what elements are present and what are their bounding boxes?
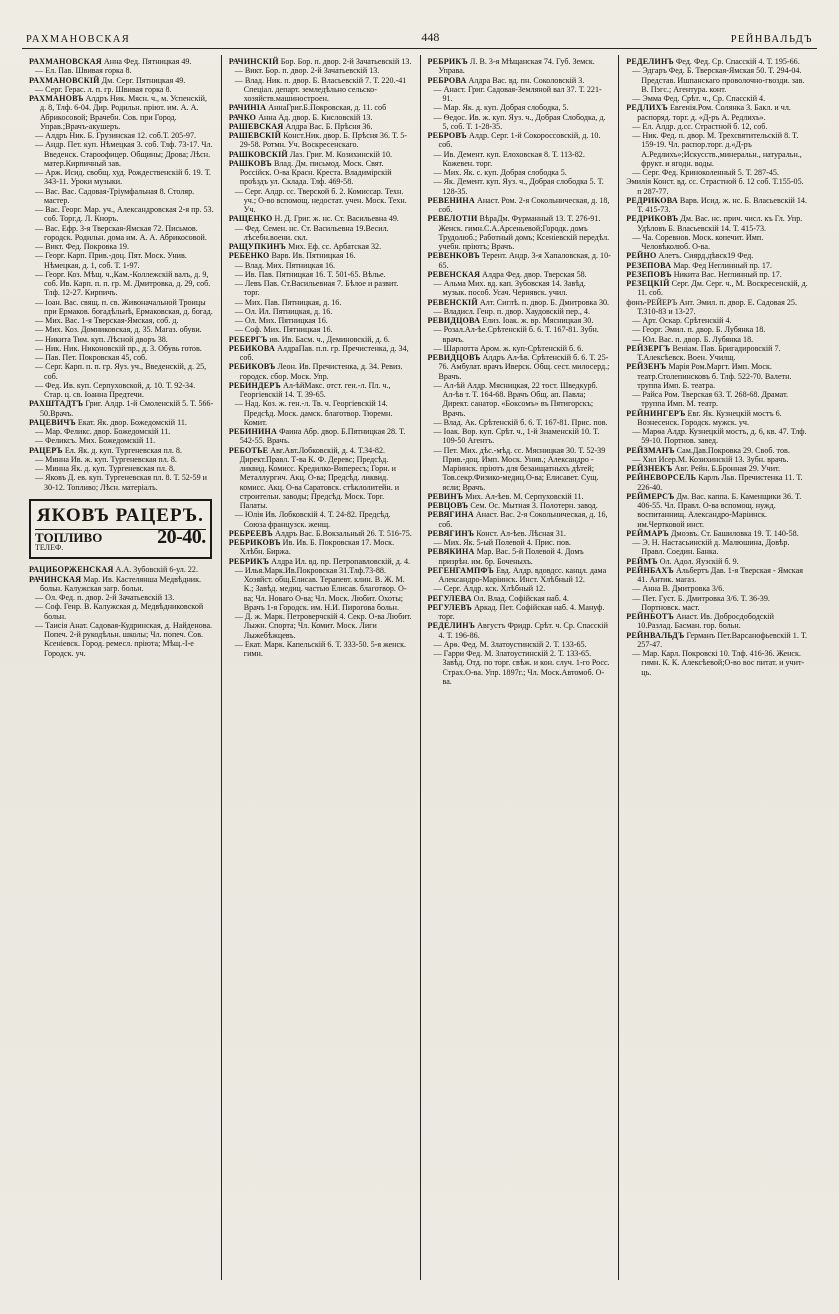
directory-entry: РЕЙЗЕРГЪ Веніам. Пав. Бригадировскій 7. Т.Алексѣевск. Воен. Училщ. (626, 343, 781, 362)
directory-entry: РЕБЕРГЪ ив. Ив. Басм. ч., Деминовскій, д. 6. (228, 334, 390, 344)
entry-surname: РЕБРИКОВЪ (228, 538, 281, 547)
directory-entry: РЕБЕНКО Варв. Ив. Пятницкая 16. (228, 251, 356, 261)
directory-entry: РАЩУПКИНЪ Мих. Еф. сс. Арбатская 32. (228, 242, 382, 251)
entry-surname: РЕЙМЕРСЪ (626, 491, 675, 501)
directory-entry: РЕБРОВЪ Алдр. Серг. 1-й Сокороссовскій, д. 10. соб. (427, 131, 601, 150)
directory-entry: РЕВЯГИНА Анаст. Вас. 2-я Сокольническая, д. 16, соб. (427, 510, 608, 529)
directory-entry: РАХМАНОВЪ Алдръ Ник. Мясн. ч., м. Успенскій, д. 8, Тлф. 6-04. Дир. Родильн. пріют. им. А. А. Абрикосовой; Врачебн. Сов. при Город. Управ.;Врачъ-акушеръ. (29, 94, 208, 131)
directory-entry: РЕЙНИНГЕРЪ Евг. Як. Кузнецкій мостъ 6. Вознесенск. Городск. мужск. уч. (626, 408, 782, 427)
directory-subentry: — Владисл. Генр. п. двор. Хаудовскій пер., 4. (428, 307, 612, 316)
entry-surname: РЕВИНЪ (427, 491, 464, 501)
directory-subentry: — Эмма Фед. Срѣт. ч., Ср. Спасскій 4. (626, 94, 810, 103)
entry-surname: РЕЙМАРЪ (626, 528, 669, 538)
entry-surname: РАХМАНОВСКІЙ (29, 75, 100, 85)
directory-subentry: — Э. Н. Настасьинскій д. Малюшина, Довѣр. Правл. Соедин. Банка. (626, 538, 810, 557)
ad-product-label: ТОПЛИВО (35, 529, 103, 545)
entry-surname: РЕВЦОВЪ (427, 501, 469, 510)
column-2 (221, 55, 420, 1280)
entry-surname: РЕЙНВАЛЬДЪ (626, 630, 685, 640)
entry-surname: РЕЙЗМАНЪ (626, 445, 675, 455)
directory-entry: РЕГЕНГАМПФЪ Евд. Алдр. вдовдсс. канцл. дама Александро-Маріинск. Инст. Хлѣбный 12. (427, 565, 607, 584)
entry-surname: РАЩУПКИНЪ (228, 242, 287, 251)
directory-subentry: — Георг. Эмил. п. двор. Б. Лубянка 18. (626, 325, 810, 334)
directory-subentry: — Левъ Пав. Ст.Васильевная 7. Бѣлое и развит. торг. (229, 279, 413, 298)
directory-subentry: — Ив. Пав. Пятницкая 16. Т. 501-65. Вѣлье. (229, 270, 413, 279)
directory-entry: РЕБРОВА Алдра Вас. вд. пн. Соколовскій 3. (427, 75, 585, 85)
entry-surname: РАЦЕВИЧЪ (29, 417, 76, 427)
directory-entry: РЕЙНБАХЪ Альбертъ Дав. 1-я Тверская - Ямская 41. Антик. магаз. (626, 565, 803, 584)
directory-entry: РАЧИНСКІЙ Бор. Бор. п. двор. 2-й Зачатьевскій 13. (228, 57, 412, 66)
directory-subentry: — Іоан. Вас. свящ. п. св. Живоначальной Троицы при Ермаков. богадѣльнѣ, Ермаковская, д. богад. (29, 298, 214, 317)
directory-subentry: — Марѳа Алдр. Кузнецкій мостъ, д. 6, кв. 47. Тлф. 59-10. Портнов. завед. (626, 427, 810, 446)
directory-entry: РАШКОВЪ Влад. Дм. письмод. Моск. Свят. Россійск. О-ва Красн. Креста. Владимірскій проѣздъ ул. Склада. Тлф. 469-58. (228, 158, 392, 187)
directory-entry: РЕЙНБОТЪ Анаст. Ив. Добросдободскій 10.Разлад. Басман. гор. больн. (626, 612, 774, 631)
directory-entry: РЕЙЗЕНЪ Марія Ром.Маргт. Имп. Моск. театр.Столепинсковъ б. Тлф. 522-70. Валетн. труппа Имп. Б. театра. (626, 362, 792, 390)
directory-subentry: — Эдгаръ Фед. Б. Тверская-Ямская 50. Т. 294-04. Представ. Ишпанскаго проволочно-гвозди. зав. В. Пэгс.; Агентура. конт. (626, 66, 810, 94)
directory-subentry: — Ник. Ник. Никоновскій пр., д. 3. Обувь готов. (29, 344, 214, 353)
directory-subentry: — Мар. Карл. Покровскі 10. Тлф. 416-36. Женск. гимн. К. К. Алексѣевой;О-во вос питат. и учит-ць. (626, 649, 810, 677)
directory-entry: РЕЙНВАЛЬДЪ Германъ Пет.Варсанофьевскій 1. Т. 257-47. (626, 630, 808, 649)
directory-entry: РЕВЕНКОВЪ Терент. Андр. 3-я Хапаловская, д. 10-65. (427, 251, 611, 270)
directory-subentry: — Влад. Ак. Срѣтенскій б. 6. Т. 167-81. Прис. пов. (428, 418, 612, 427)
directory-subentry: — Ѳедос. Ив. ж. куп. Яуз. ч., Добрая Слободка, д. 5, соб. Т. 1-28-35. (428, 113, 612, 132)
directory-subentry: — Таисія Анат. Садовая-Кудринская, д. Найденова. Попеч. 2-й рукодѣльн. школы; Чл. попеч. Сов. Ксеніевск. Город. ремесл. пріюта; Мѣщ.-I-е Городск. уч. (29, 621, 214, 658)
directory-entry: РАХМАНОВСКІЙ Дм. Серг. Пятницкая 49. (29, 75, 186, 85)
directory-entry: РЕБРИКЪ Алдра Ил. вд. пр. Петропавловскій, д. 4. (228, 556, 411, 566)
directory-entry: РЕГУЛЕВА Ол. Влад. Софійская наб. 4. (427, 593, 569, 603)
directory-subentry: — Пав. Пет. Покровская 45, соб. (29, 353, 214, 362)
directory-entry: РЕВЦОВЪ Сем. Ос. Мытная 3. Полотерн. завод. (427, 501, 598, 510)
directory-entry: РЕВЕЛОТІИ ВѣраДм. Фурманный 13. Т. 276-91. Женск. гимн.С.А.Арсеньевой;Городк. домъ Трудолюб.; Работный домъ; Ксеніевскій передѣл. учебн. пріютъ; Врачъ. (427, 214, 610, 251)
directory-subentry: — Д. ж. Марк. Петроверчскій 4. Секр. О-ва Любит. Лыжн. Спорта; Чл. Комит. Моск. Лиги Лыжебѣжцевъ. (229, 612, 413, 640)
directory-entry: РЕВЕНИНА Анаст. Ром. 2-я Сокольническая, д. 18, соб. (427, 195, 610, 214)
directory-subentry: — Ча. Соревнов. Моск. копечит. Имп. Человѣколюб. О-ва. (626, 233, 810, 252)
page-number: 448 (421, 30, 440, 44)
directory-subentry: — Серг. Фед. Криноколенный 5. Т. 287-45. (626, 168, 810, 177)
directory-entry: РЕБОТЬЕ Авг.Авт.Лобковскій, д. 4. Т.34-82. Директ.Правл. Т-ва К. Ф. Деревс; Предсѣд. ликвид. Комисс. Кредилко-Випересъ; Горн. и Металлургич. Акц. О-ва; Предсѣд. ликвид. комисс. Акц. О-ва Саратовск. стѣклолитейн. и строительн. заводы; Предсѣд. Моск. Торг. Палаты. (228, 445, 400, 510)
directory-entry: РЕВИДЦОВЪ Алдръ Ал-ѣв. Срѣтенскій б. 6. Т. 25-76. Амбулат. врачъ Иверск. Общ. сест. милосерд.; Врачъ. (427, 353, 610, 381)
entry-surname: РЕДЕЛИНЪ (626, 57, 674, 66)
ad-phone-number: 20-40. (157, 525, 206, 548)
directory-entry: РАЦЕРЪ Ел. Як. д. куп. Тургеневская пл. 8. (29, 445, 183, 455)
directory-subentry: — Яковъ Д. ев. куп. Тургеневская пл. 8. Т. 52-59 и 30-12. Топливо; Лѣсн. матеріалъ. (29, 473, 214, 492)
directory-entry: РАШЕВСКАЯ Алдра Вас. Б. Прѣсня 36. (228, 121, 373, 131)
entry-surname: РЕБИНИНА (228, 427, 278, 436)
directory-subentry: — Вас. Ефр. 3-я Тверская-Ямская 72. Письмов. городск. Родильн. дома им. А. А. Абрикосовой. (29, 224, 214, 243)
entry-surname: РЕГУЛЕВА (427, 593, 472, 603)
directory-subentry: — Ел. Алдр. д.сс. Страстной б. 12, соб. (626, 122, 810, 131)
directory-subentry: — Райса Ром. Тверская 63. Т. 268-68. Драмат. труппа Имп. М. театр. (626, 390, 810, 409)
entry-surname: РЕБИНДЕРЪ (228, 380, 281, 390)
directory-subentry: — Викт. Бор. п. двор. 2-й Зачатьевскій 13. (229, 66, 413, 75)
directory-entry: РАЧИНІА АннаГриг.Б.Покровская, д. 11. соб (228, 103, 387, 113)
entry-surname: РЕВИДЦОВЪ (427, 353, 481, 362)
entry-surname: РАШКОВЪ (228, 158, 272, 168)
directory-entry: РЕБИНИНА Фаина Абр. двор. Б.Пятницкая 28. Т. 542-55. Врачъ. (228, 427, 406, 446)
entry-surname: РЕБРИКЪ (427, 57, 468, 66)
directory-entry: РАЧКО Анна Ад. двор. Б. Кисловскій 13. (228, 112, 373, 122)
directory-entry: РЕЗЕЦКІЙ Серг. Дм. Серг. ч., М. Воскресенскій, д. 11. соб. (626, 279, 808, 298)
directory-subentry: — Серг. Алдр. кск. Хлѣбный 12. (428, 584, 612, 593)
entry-surname: РЕЙМЪ (626, 556, 658, 566)
advertisement-racer (29, 499, 212, 560)
directory-subentry: — Розал.Ал-ѣе.Срѣтенскій б. 6. Т. 167-81. Зубн. врачъ. (428, 325, 612, 344)
entry-surname: РЕБЕНКО (228, 251, 270, 261)
directory-entry: РЕГУЛЕВЪ Аркад. Пет. Софійская наб. 4. Мануф. торг. (427, 602, 605, 621)
directory-subentry: — Ел. Пав. Швивая горка 8. (29, 66, 214, 75)
directory-subentry: — Мих. Пав. Пятницкая, д. 16. (229, 298, 413, 307)
entry-surname: РЕЗЕПОВЪ (626, 269, 672, 279)
directory-entry: РЕДРИКОВЪ Дм. Вас. нс. прич. числ. къ Гл. Упр. Удѣловъ Б. Власьевскій 14. Т. 415-73. (626, 214, 803, 233)
entry-surname: РЕБОТЬЕ (228, 445, 269, 455)
directory-entry: РАШЕВСКІЙ Конст.Ник. двор. Б. Прѣсня 36. Т. 5-29-58. Ротмн. Уч. Воскресенскаго. (228, 131, 407, 150)
column-1 (22, 55, 221, 1280)
column-container (22, 55, 817, 1280)
header-left-word: РАХМАНОВСКАЯ (26, 34, 131, 45)
entry-surname: РАШЕВСКАЯ (228, 121, 284, 131)
entry-surname: РЕЙНО (626, 251, 657, 261)
directory-entry: РАЦЕВИЧЪ Екат. Як. двор. Божедомскій 11. (29, 417, 187, 427)
entry-surname: РЕДРИКОВА (626, 195, 678, 205)
directory-subentry: — Ив. Демент. куп. Елоховская 8. Т. 113-82. Кожевен. торг. (428, 150, 612, 169)
entry-surname: РЕБРОВА (427, 75, 467, 85)
directory-entry: РАШКОВСКІЙ Лаз. Григ. М. Козихинскій 10. (228, 149, 393, 159)
directory-entry: РЕБРЕЕВЪ Алдръ Вас. Б.Вокзальный 26. Т. 516-75. (228, 528, 412, 538)
directory-entry: РЕВЕНСКІЙ Алт. Сиглѣ. п. двор. Б. Дмитровка 30. (427, 297, 610, 307)
directory-subentry: — Минна Ив. ж. куп. Тургеневская пл. 8. (29, 455, 214, 464)
directory-subentry: — Феликсъ. Мих. Божедомскій 11. (29, 436, 214, 445)
directory-entry: РАЧИНСКАЯ Мар. Ив. Кастелянша Медвѣдник. больн. Калужская загр. больн. (29, 574, 202, 593)
directory-subentry: — Илья.Марк.Ив.Покровская 31.Тлф.73-88. Хозяйст. общ.Елисав. Терапевт. клин. В. Ж. М. К.; Завѣд. медиц. частью Елисав. благотвор. О-ва; Чл. Новаго О-ва; Чл. Моск. Любит. Охоты; Врачъ 1-я Городск. им. Н.И. Пирогова больн. (229, 566, 413, 612)
directory-subentry: — Георг. Карп. Прив.-доц. Пят. Моск. Унив. Нѣмецкая, д. 1, соб. Т. 1-97. (29, 251, 214, 270)
directory-subentry: — Вас. Вас. Садовая-Тріумфальная 8. Столяр. мастер. (29, 187, 214, 206)
directory-subentry: — Альма Мих. вд. кап. Зубовская 14. Завѣд. музык. пособ. Усач. Чернявск. учил. (428, 279, 612, 298)
directory-entry: РЕБРИКЪ Л. В. 3-я Мѣщанская 74. Губ. Земск. Управа. (427, 57, 595, 76)
directory-subentry: — Никита Тим. куп. Лѣсной дворъ 38. (29, 335, 214, 344)
directory-subentry: — Георг. Коз. Мѣщ. ч.,Кам.-Коллежскій валъ, д. 9, соб. Ив. Карп. п. п. гр. М. Дмитровка, д. 29, соб. Тлф. 12-27. Кирпичъ. (29, 270, 214, 298)
column-4 (618, 55, 817, 1280)
directory-entry: РЕЗЕПОВЪ Никита Вас. Неглинный пр. 17. (626, 269, 782, 279)
directory-subentry: — Ник. Фед. п. двор. М. Трехсвятительскій 8. Т. 159-19. Чл. распор.торг. д.«Д-ръ А.Редлихъ»;Искусств.,минеральн., натуральн., фрукт. и ягодн. воды. (626, 131, 810, 168)
directory-subentry: — Соф. Мих. Пятницкая 16. (229, 325, 413, 334)
directory-entry: РЕВИНЪ Мих. Ал-ѣев. М. Серпуховскій 11. (427, 491, 584, 501)
header-right-word: РЕЙНВАЛЬДЪ (730, 34, 813, 45)
entry-surname: РЕЙЗЕНЪ (626, 362, 667, 372)
directory-subentry: — Ол. Фед. п. двор. 2-й Зачатьевскій 13. (29, 593, 214, 602)
entry-surname: РЕЗЕЦКІЙ (626, 279, 670, 288)
directory-entry: Эмилія Конст. вд. сс. Страстной б. 12 соб. Т.155-05. п 287-77. (626, 177, 804, 196)
directory-subentry: — Хил Исер.М. Козихинскій 13. Зубн. врачъ. (626, 455, 810, 464)
directory-subentry: — Юлія Ив. Лобковскій 4. Т. 24-82. Предсѣд. Союза французск. женщ. (229, 510, 413, 529)
directory-subentry: — Анаст. Григ. Садовая-Земляной вал 37. Т. 221-91. (428, 85, 612, 104)
page-header (22, 30, 817, 49)
entry-surname: РЕВЯГИНА (427, 510, 474, 520)
entry-surname: РЕЙНБАХЪ (626, 565, 674, 575)
entry-surname: РЕЙЗНЕКЪ (626, 464, 673, 473)
directory-subentry: — Арж. Исид. свобщ. худ. Рождественскій б. 19. Т. 343-11. Уроки музыки. (29, 168, 214, 187)
entry-surname: РЕВЕНИНА (427, 195, 475, 205)
directory-subentry: — Пет. Мих. дѣс.-мѣд. сс. Мясницкая 30. Т. 52-39 Прив.-доц. Имп. Моск. Унив.; Александро - Маріинск. пріютъ для безаищатныхъ дѣтей; Тов.секр.Физико-медиц.О-ва; Елисавет. Сущ. ясли; Врачъ. (428, 446, 612, 492)
directory-subentry: — Влад. Ник. п. двор. Б. Власьевскій 7. Т. 220.-41 Спеціал. департ. земледѣльно сельско-хозяйств.машиностроен. (229, 76, 413, 104)
entry-surname: РАЩЕНКО (228, 214, 273, 224)
entry-surname: РЕВЯКИНА (427, 547, 475, 557)
directory-subentry: — Влад. Мих. Пятницкая 16. (229, 261, 413, 270)
directory-subentry: — Мих. Як. 5-ый Полевой 4. Прис. пов. (428, 538, 612, 547)
directory-subentry: — Анна В. Дмитровка 3/6. (626, 584, 810, 593)
directory-entry: РЕБИНДЕРЪ Ал-ѣйМакс. отст. ген.-л. Пл. ч., Георгіевскій 14. Т. 39-65. (228, 380, 391, 399)
entry-surname: РЕБРЕЕВЪ (228, 528, 273, 538)
directory-subentry: — Фед. Ив. куп. Серпуховской, д. 10. Т. 92-34. Стар. ц. св. Іоанна Предтечи. (29, 381, 214, 400)
directory-subentry: — Мих. Вас. 1-я Тверская-Ямская, соб. д. (29, 316, 214, 325)
entry-surname: РАШЕВСКІЙ (228, 131, 282, 140)
ad-company-name: ЯКОВЪ РАЦЕРЪ. (35, 506, 206, 530)
directory-entry: РЕБРИКОВЪ Ив. Ив. Б. Покровская 17. Моск. Хлѣбн. Биржа. (228, 538, 395, 557)
directory-subentry: — Екат. Марк. Капельскій 6. Т. 333-50. 5-я женск. гимн. (229, 640, 413, 659)
directory-subentry: — Ол. Ил. Пятницкая, д. 16. (229, 307, 413, 316)
directory-subentry: — Серг. Карп. п. п. гр. Яуз. уч., Введенскій, д. 25, соб. (29, 362, 214, 381)
directory-subentry: — Юл. Вас. п. двор. Б. Лубянка 18. (626, 335, 810, 344)
directory-entry: РЕЗЕПОВА Мар. Фед Неглинный пр. 17. (626, 260, 772, 270)
directory-subentry: — Арт. Оскар. Срѣтенскій 4. (626, 316, 810, 325)
directory-subentry: — Мар. Феликс. двор. Божедомскій 11. (29, 427, 214, 436)
directory-entry: РЕДЕЛИНЪ Фед. Фед. Ср. Спасскій 4. Т. 195-66. (626, 57, 800, 66)
directory-entry: РЕВИДЦОВА Елиз. Іоак. ж. вр. Мясницкая 30. (427, 316, 594, 325)
directory-subentry: — Серг. Алдр. сс. Тверской б. 2. Комиссар. Техн. уч.; О-во вспомощ. недостат. учен. Моск. Техн. Уч. (229, 187, 413, 215)
directory-entry: РАХМАНОВСКАЯ Анна Фед. Пятницкая 49. (29, 57, 192, 66)
directory-entry: фонъ-РЕЙЕРЪ Ант. Эмил. п. двор. Е. Садовая 25. Т.310-83 и 13-27. (626, 297, 797, 316)
directory-subentry: — Алдръ Ник. Б. Грузинская 12. соб.Т. 205-97. (29, 131, 214, 140)
entry-surname: РЕВЕНСКАЯ (427, 269, 481, 279)
directory-entry: РЕДЕЛИНЪ Августъ Фридр. Срѣт. ч. Ср. Спасскій 4. Т. 196-86. (427, 621, 608, 640)
entry-surname: РЕВЕНСКІЙ (427, 297, 478, 307)
directory-entry: РЕБИКОВЪ Леон. Ив. Пречистенка, д. 34. Ревиз. городск. сбор. Моск. Упр. (228, 362, 403, 381)
entry-surname: РЕЙНИНГЕРЪ (626, 408, 686, 418)
entry-surname: РЕГУЛЕВЪ (427, 602, 473, 612)
entry-surname: РАЧИНІА (228, 103, 267, 113)
directory-subentry: — Вас. Георг. Мар. уч., Александровская 2-я пр. 53. соб. Торг.д. Л. Кноръ. (29, 205, 214, 224)
directory-subentry: — Мих. Коз. Домниковская, д. 35. Магаз. обуви. (29, 325, 214, 334)
directory-subentry: — Арѳ. Фед. М. Златоустинскій 2. Т. 133-65. (428, 640, 612, 649)
directory-subentry: — Мих. Як. с. куп. Добрая слободка 5. (428, 168, 612, 177)
ad-phone-caption: ТЕЛЕФ. (35, 543, 64, 552)
directory-entry: РАЦИБОРЖЕНСКАЯ А.А. Зубовскій 6-ул. 22. (29, 565, 198, 575)
directory-entry: РЕЙМЕРСЪ Дм. Вас. каппа. Б. Каменщики 36. Т. 406-55. Чл. Правл. О-ва вспомощ. нужд. воспитаннищ. Александро-Маріинск. им.Чертковой инст. (626, 491, 802, 529)
directory-entry: РЕБИКОВА АлдраПав. п.п. гр. Пречистенка, д. 34, соб. (228, 343, 409, 362)
directory-entry: РАХШТАДТЪ Григ. Алдр. 1-й Смоленскій 5. Т. 566-50.Врачъ. (29, 399, 214, 418)
entry-surname: РЕБИКОВЪ (228, 362, 276, 372)
entry-surname: РЕДЛИХЪ (626, 103, 668, 113)
entry-surname: РАЦИБОРЖЕНСКАЯ (29, 565, 114, 575)
entry-surname: РАШКОВСКІЙ (228, 149, 288, 159)
entry-surname: РАЧКО (228, 112, 257, 122)
directory-subentry: — Фед. Семен. нс. Ст. Васильевна 19.Весил. лѣсебн.воени. скл. (229, 224, 413, 243)
entry-surname: РАХМАНОВСКАЯ (29, 57, 102, 66)
entry-surname: РЕЙНБОТЪ (626, 612, 674, 621)
entry-surname: РЕГЕНГАМПФЪ (427, 565, 495, 575)
directory-entry: РЕЙНО Алетъ. Сиярд.дѣвск19 Фед. (626, 251, 754, 261)
entry-surname: РЕВИДЦОВА (427, 316, 481, 325)
directory-subentry: — Іоак. Вор. куп. Срѣт. ч., 1-й Знаменскій 10. Т. 109-50 Агентъ. (428, 427, 612, 446)
entry-surname: РЕВЯГИНЪ (427, 528, 475, 538)
directory-entry: РЕЙЗНЕКЪ Авг. Рейн. Б.Бронная 29. Учит. (626, 464, 781, 473)
directory-subentry: — Серг. Герас. л. п. гр. Швивая горка 8. (29, 85, 214, 94)
column-3 (420, 55, 619, 1280)
entry-surname: РЕЗЕПОВА (626, 260, 672, 270)
entry-surname: РЕБЕРГЪ (228, 334, 268, 344)
directory-subentry: — Як. Демент. куп. Яуз. ч., Добрая слободка 5. Т. 128-35. (428, 177, 612, 196)
entry-surname: РАЧИНСКАЯ (29, 574, 82, 584)
entry-surname: РЕБРОВЪ (427, 131, 467, 140)
directory-entry: РЕЙМАРЪ Дмоэвъ. Ст. Башиловка 19. Т. 140-58. (626, 528, 799, 538)
directory-entry: РЕВЯКИНА Мар. Вас. 5-й Полевой 4. Домъ призрѣн. им. бр. Боченыхъ. (427, 547, 584, 566)
directory-entry: РЕЙЗМАНЪ Сам.Дав.Покровка 29. Своб. тов. (626, 445, 790, 455)
directory-subentry: — Минна Як. д. куп. Тургеневская пл. 8. (29, 464, 214, 473)
directory-subentry: — Мар. Як. д. куп. Добрая слободка, 5. (428, 103, 612, 112)
directory-entry: РЕДРИКОВА Варв. Исид. ж. нс. Б. Власьевскій 14. Т. 415-73. (626, 195, 807, 214)
entry-surname: РЕБРИКЪ (228, 556, 270, 566)
directory-entry: РЕВЯГИНЪ Конст. Ал-ѣев. Лѣсная 31. (427, 528, 566, 538)
entry-surname: РАЦЕРЪ (29, 445, 63, 455)
entry-surname: РЕДЕЛИНЪ (427, 621, 476, 631)
entry-surname: РЕЙНЕВОРСЕЛЬ (626, 473, 697, 483)
directory-entry: РАЩЕНКО Н. Д. Григ. ж. нс. Ст. Васильевна 49. (228, 214, 399, 224)
directory-subentry: — Соф. Генр. В. Калужская д. Медвѣдниковской больн. (29, 602, 214, 621)
directory-subentry: — Ал-ѣй Алдр. Мясницкая, 22 тост. Шведкурб. Ал-ѣв т. Т. 164-68. Врачъ Общ. ап. Павла; Директ. санатор. «Боксомъ» въ Пятигорскъ; Врачъ. (428, 381, 612, 418)
entry-surname: РЕДРИКОВЪ (626, 214, 679, 224)
entry-surname: РЕЙЗЕРГЪ (626, 343, 671, 353)
directory-subentry: — Гарри Фед. М. Златоустинскій 2. Т. 133-65. Завѣд. Отд. по торг. свѣж. и кон. случ. 1-го Росс. Страх.О-ва. Упр. 1897г.; Чл. Моск.Автомоб. О-ва. (428, 649, 612, 686)
entry-surname: РЕБИКОВА (228, 343, 276, 353)
entry-surname: РАХМАНОВЪ (29, 94, 84, 103)
directory-entry: РЕЙНЕВОРСЕЛЬ Карлъ Льв. Пречистенка 11. Т. 226-40. (626, 473, 803, 492)
directory-subentry: — Над. Коз. ж. ген.-л. Тв. ч. Георгіевскій 14. Предсѣд. Моск. дамск. благотвор. Тюремн. Комит. (229, 399, 413, 427)
directory-entry: РЕЙМЪ Ол. Адол. Яузскій б. 9. (626, 556, 739, 566)
directory-subentry: — Пет. Густ. Б. Дмитровка 3/6. Т. 36-39. Портновск. маст. (626, 594, 810, 613)
directory-subentry: — Ол. Мих. Пятницкая 16. (229, 316, 413, 325)
entry-surname: РАХШТАДТЪ (29, 399, 84, 409)
entry-surname: РАЧИНСКІЙ (228, 57, 279, 66)
directory-entry: РЕДЛИХЪ Евгенія.Ром. Солянка 3. Бакл. и чл. распоряд. торг. д. «Д-ръ А. Редлихъ». (626, 103, 791, 122)
directory-entry: РЕВЕНСКАЯ Алдра Фед. двор. Тверская 58. (427, 269, 587, 279)
directory-subentry: — Шарлотта Аром. ж. куп-Срѣтенскій б. 6. (428, 344, 612, 353)
directory-subentry: — Викт. Фед. Покровка 19. (29, 242, 214, 251)
directory-subentry: — Андр. Пет. куп. Нѣмецкая 3. соб. Тлф. 73-17. Чл. Введенск. Староофицер. Общины; Дрова; Лѣсн. матер.Кирпичный зав. (29, 140, 214, 168)
entry-surname: РЕВЕНКОВЪ (427, 251, 480, 261)
entry-surname: РЕВЕЛОТІИ (427, 214, 478, 224)
